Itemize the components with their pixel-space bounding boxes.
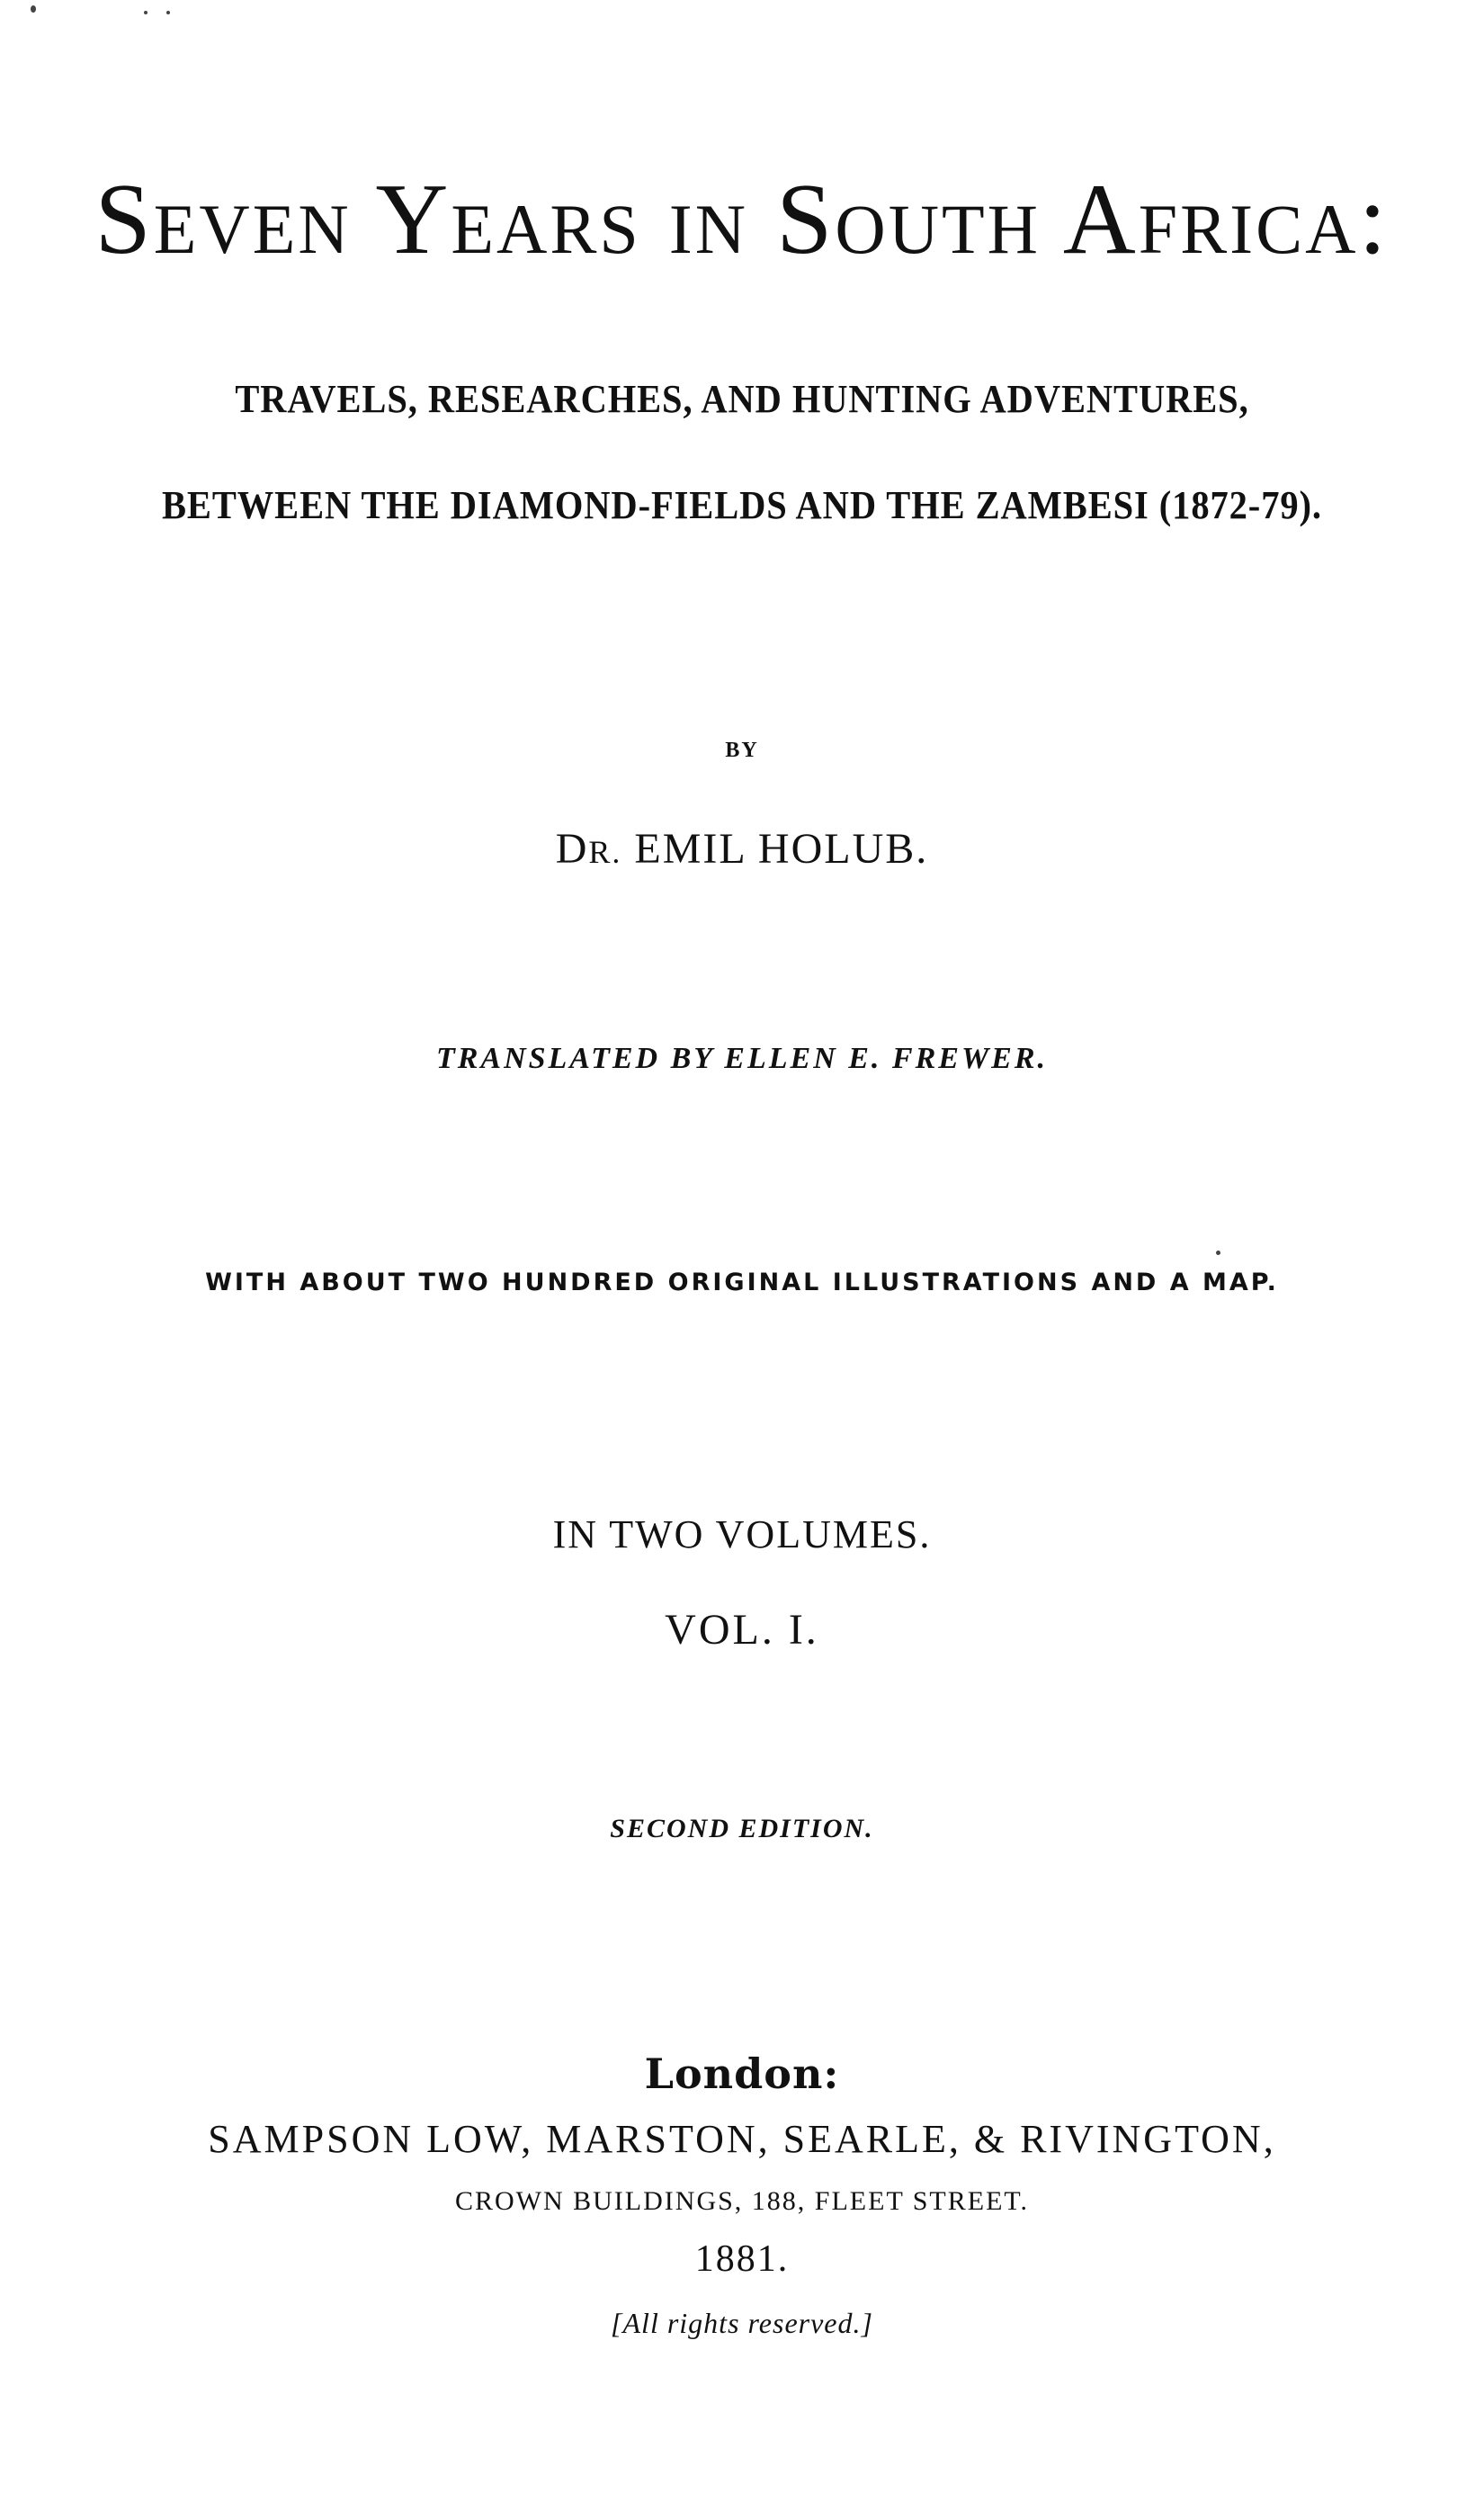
scan-speck: [1216, 1251, 1220, 1255]
imprint-publisher: SAMPSON LOW, MARSTON, SEARLE, & RIVINGTON,: [208, 2117, 1276, 2161]
imprint-address: CROWN BUILDINGS, 188, FLEET STREET.: [454, 2186, 1030, 2216]
scan-speck: [144, 11, 148, 14]
imprint-city: London:: [644, 2049, 840, 2098]
author-full-name: EMIL HOLUB.: [634, 825, 929, 873]
edition-note: SECOND EDITION.: [610, 1814, 874, 1843]
scan-speck: [31, 5, 36, 13]
imprint-year: 1881.: [694, 2238, 790, 2280]
volume-count: IN TWO VOLUMES.: [552, 1512, 932, 1556]
author-prefix-initial: D: [555, 825, 589, 873]
rights-notice: [All rights reserved.]: [611, 2307, 873, 2339]
by-label: BY: [725, 739, 759, 762]
author-prefix-rest: R.: [588, 834, 622, 870]
scan-speck: [166, 11, 170, 14]
subtitle-line-1: TRAVELS, RESEARCHES, AND HUNTING ADVENTURES,: [235, 377, 1249, 421]
subtitle-line-2: BETWEEN THE DIAMOND-FIELDS AND THE ZAMBESI (1872-79).: [162, 483, 1322, 527]
volume-number: VOL. I.: [665, 1606, 819, 1654]
illustrations-note: WITH ABOUT TWO HUNDRED ORIGINAL ILLUSTRATIONS AND A MAP.: [205, 1269, 1279, 1296]
book-title: Seven Years in South Africa:: [94, 164, 1390, 275]
translator-credit: TRANSLATED BY ELLEN E. FREWER.: [435, 1042, 1049, 1075]
author-name: [0, 825, 1484, 873]
